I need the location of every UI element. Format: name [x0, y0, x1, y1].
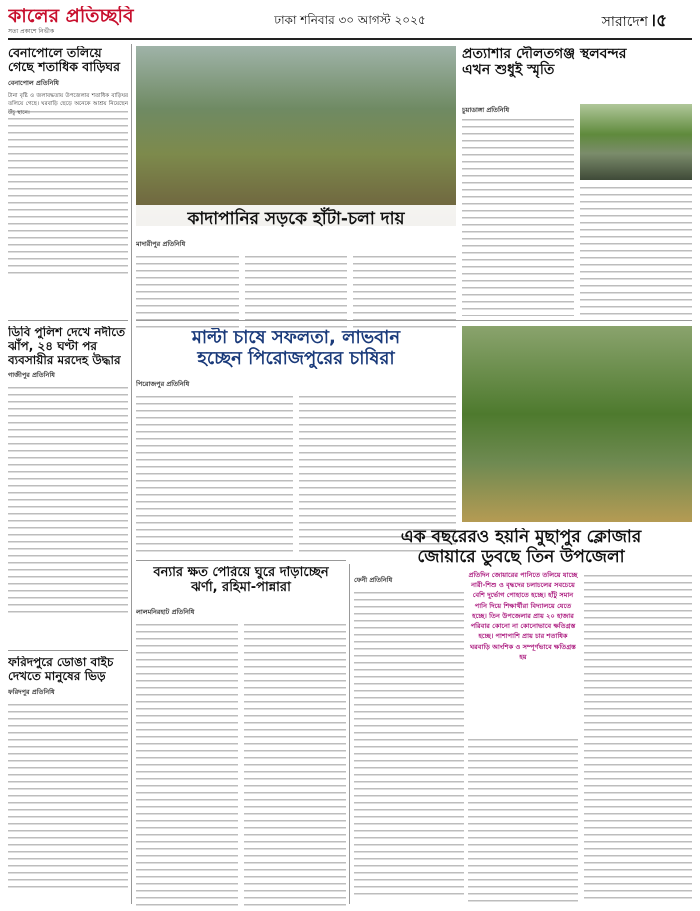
section-name: সারাদেশ — [601, 14, 648, 30]
headline: কাদাপানির সড়কে হাঁটা-চলা দায় — [136, 205, 456, 233]
body-text — [8, 108, 128, 278]
malta-body — [136, 376, 456, 553]
headline-line-2: ঝর্ণা, রহিমা-পান্নারা — [191, 579, 291, 595]
body-text — [8, 701, 128, 891]
headline: বেনাপোলে তলিয়ে গেছে শতাধিক বাড়িঘর — [8, 46, 120, 75]
byline: গাজীপুর প্রতিনিধি — [8, 371, 55, 380]
headline: ফরিদপুরে ডোঙা বাইচ দেখতে মানুষের ভিড় — [8, 656, 114, 683]
headline-line-1: এক বছরেরও হয়নি মুছাপুর ক্লোজার — [400, 528, 642, 547]
body-col-1 — [462, 116, 574, 316]
byline: মাদারীপুর প্রতিনিধি — [136, 240, 186, 248]
body-col-2 — [580, 184, 692, 320]
pull-quote: প্রতিদিন জোয়ারের পানিতে তলিয়ে যাচ্ছে নারী-শিশু ও বৃদ্ধদের চলাচলের সবচেয়ে বেশি দুর্ভোগ পোহাতে হচ্ছে। হাঁটু সমান পানি দিয়ে শিক্ষার্থীরা বিদ্যালয়ে যেতে হচ্ছে। তিন উপজেলার প্রায় ২০ হাজার পরিবার কোনো না কোনোভাবে ক্ষতিগ্রস্ত হচ্ছে। পাশাপাশি প্রায় চার শতাধিক ঘরবাড়ি আংশিক ও সম্পূর্ণভাবে ক্ষতিগ্রস্ত হয় — [468, 571, 578, 661]
body-col-1 — [136, 621, 238, 911]
article-dbpolice — [8, 326, 128, 614]
body-col-2 — [244, 621, 346, 911]
headline-line-1: প্রত্যাশার দৌলতগঞ্জ স্থলবন্দর — [462, 46, 627, 62]
byline: লালমনিরহাট প্রতিনিধি — [136, 608, 195, 616]
column-rule — [349, 564, 350, 904]
column-rule — [131, 44, 132, 904]
body-col-2 — [468, 736, 578, 904]
body-text — [8, 384, 128, 614]
header-rule — [8, 38, 692, 40]
article-mujapur — [350, 528, 692, 567]
body-col-3 — [584, 572, 692, 904]
issue-date: ঢাকা শনিবার ৩০ আগস্ট ২০২৫ — [274, 13, 426, 27]
body-col-1 — [354, 589, 464, 897]
headline-line-1: মাল্টা চাষে সফলতা, লাভবান — [191, 328, 401, 348]
divider — [8, 320, 128, 321]
logo-text: কালের প্রতিচ্ছবি — [8, 6, 134, 27]
article-faridpur — [8, 656, 128, 891]
divider — [136, 320, 692, 321]
headline-line-2: এখন শুধুই স্মৃতি — [462, 62, 555, 79]
headline-line-2: হচ্ছেন পিরোজপুরের চাষিরা — [197, 347, 395, 369]
divider — [136, 560, 346, 561]
byline: ফরিদপুর প্রতিনিধি — [8, 687, 55, 696]
malta-flood-photo — [462, 326, 692, 522]
byline: ফেনী প্রতিনিধি — [354, 576, 393, 584]
article-flood — [136, 566, 346, 596]
headline-line-2: জোয়ারে ডুবছে তিন উপজেলা — [417, 546, 625, 567]
masthead-logo — [8, 6, 188, 36]
body-col-1 — [136, 393, 293, 553]
article-mud-road — [136, 236, 456, 331]
mud-road-photo — [136, 46, 456, 226]
border-gate-photo — [580, 104, 692, 180]
flood-body — [136, 604, 346, 911]
lead-text: টানা বৃষ্টি ও জলাবদ্ধতায় উপজেলার শতাধিক বাড়িঘর তলিয়ে গেছে। ঘরবাড়ি ছেড়ে অনেকে আশ্রয় নিয়েছেন উঁচু স্থানে। — [8, 92, 128, 116]
page-number: ।৫ — [650, 11, 668, 31]
logo-tagline: সত্য প্রকাশে নির্ভীক — [8, 28, 55, 35]
headline-line-1: বন্যার ক্ষত পেরিয়ে ঘুরে দাঁড়াচ্ছেন — [153, 566, 329, 580]
mujapur-body — [354, 572, 464, 897]
byline: চুয়াডাঙ্গা প্রতিনিধি — [462, 106, 510, 114]
divider — [8, 650, 128, 651]
byline: পিরোজপুর প্রতিনিধি — [136, 380, 190, 388]
headline: ডিবি পুলিশ দেখে নদীতে ঝাঁপ, ২৪ ঘণ্টা পর ব্যবসায়ীর মরদেহ উদ্ধার — [8, 326, 126, 367]
byline: বেনাপোল প্রতিনিধি — [8, 78, 59, 87]
article-malta — [136, 328, 456, 369]
article-benapole — [8, 46, 128, 278]
article-daulatganj — [462, 46, 692, 78]
